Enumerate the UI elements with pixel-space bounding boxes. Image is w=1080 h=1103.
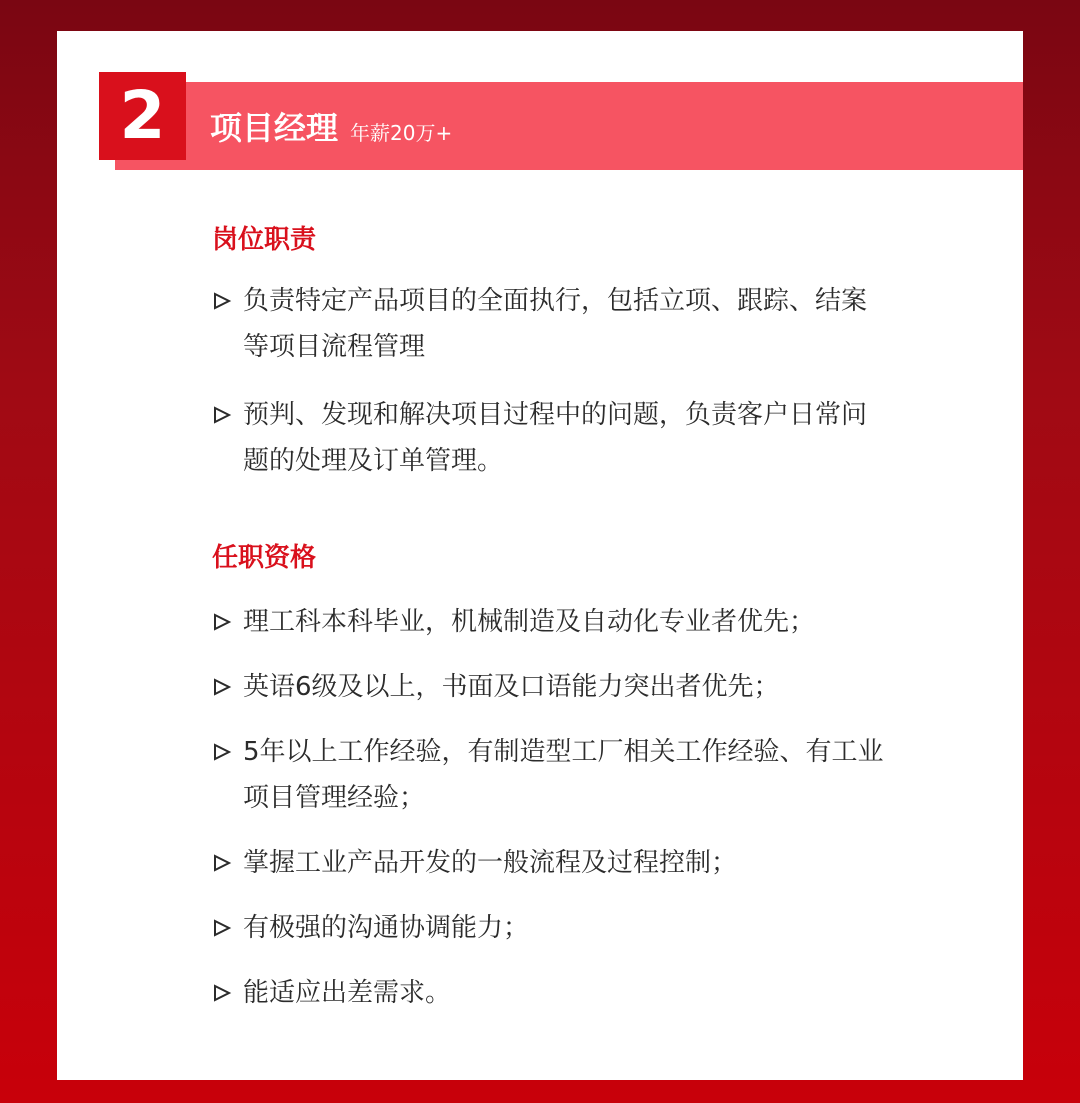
list-item <box>210 599 970 645</box>
list-item-text <box>243 729 970 821</box>
list-item-line: 预判、发现和解决项目过程中的问题，负责客户日常问 <box>243 400 868 430</box>
job-number-badge: 2 <box>99 72 186 160</box>
list-item <box>210 664 970 710</box>
responsibilities-list <box>210 278 970 484</box>
job-title: 项目经理 <box>210 109 339 147</box>
list-item-line: 理工科本科毕业，机械制造及自动化专业者优先； <box>243 607 816 637</box>
list-item <box>210 970 970 1016</box>
responsibilities-heading: 岗位职责 <box>212 225 317 255</box>
list-item-line: 等项目流程管理 <box>243 332 426 362</box>
job-title-group <box>210 82 452 170</box>
list-item-line: 英语6级及以上，书面及口语能力突出者优先； <box>243 672 780 702</box>
list-item-text <box>243 905 970 951</box>
list-item-text <box>243 599 970 645</box>
qualifications-heading: 任职资格 <box>212 543 317 573</box>
list-item <box>210 729 970 821</box>
list-item <box>210 278 970 370</box>
list-item <box>210 905 970 951</box>
list-item <box>210 392 970 484</box>
list-item-line: 题的处理及订单管理。 <box>243 446 504 476</box>
list-item-line: 能适应出差需求。 <box>243 978 452 1008</box>
job-salary: 年薪20万+ <box>350 120 453 145</box>
list-item-text <box>243 278 970 370</box>
qualifications-list <box>210 599 970 1016</box>
list-item-line: 掌握工业产品开发的一般流程及过程控制； <box>243 848 738 878</box>
list-item-text <box>243 970 970 1016</box>
list-item-line: 有极强的沟通协调能力； <box>243 913 530 943</box>
list-item <box>210 840 970 886</box>
list-item-line: 5年以上工作经验，有制造型工厂相关工作经验、有工业 <box>243 737 884 767</box>
list-item-text <box>243 392 970 484</box>
list-item-line: 项目管理经验； <box>243 783 426 813</box>
list-item-line: 负责特定产品项目的全面执行，包括立项、跟踪、结案 <box>243 286 868 316</box>
list-item-text <box>243 840 970 886</box>
list-item-text <box>243 664 970 710</box>
